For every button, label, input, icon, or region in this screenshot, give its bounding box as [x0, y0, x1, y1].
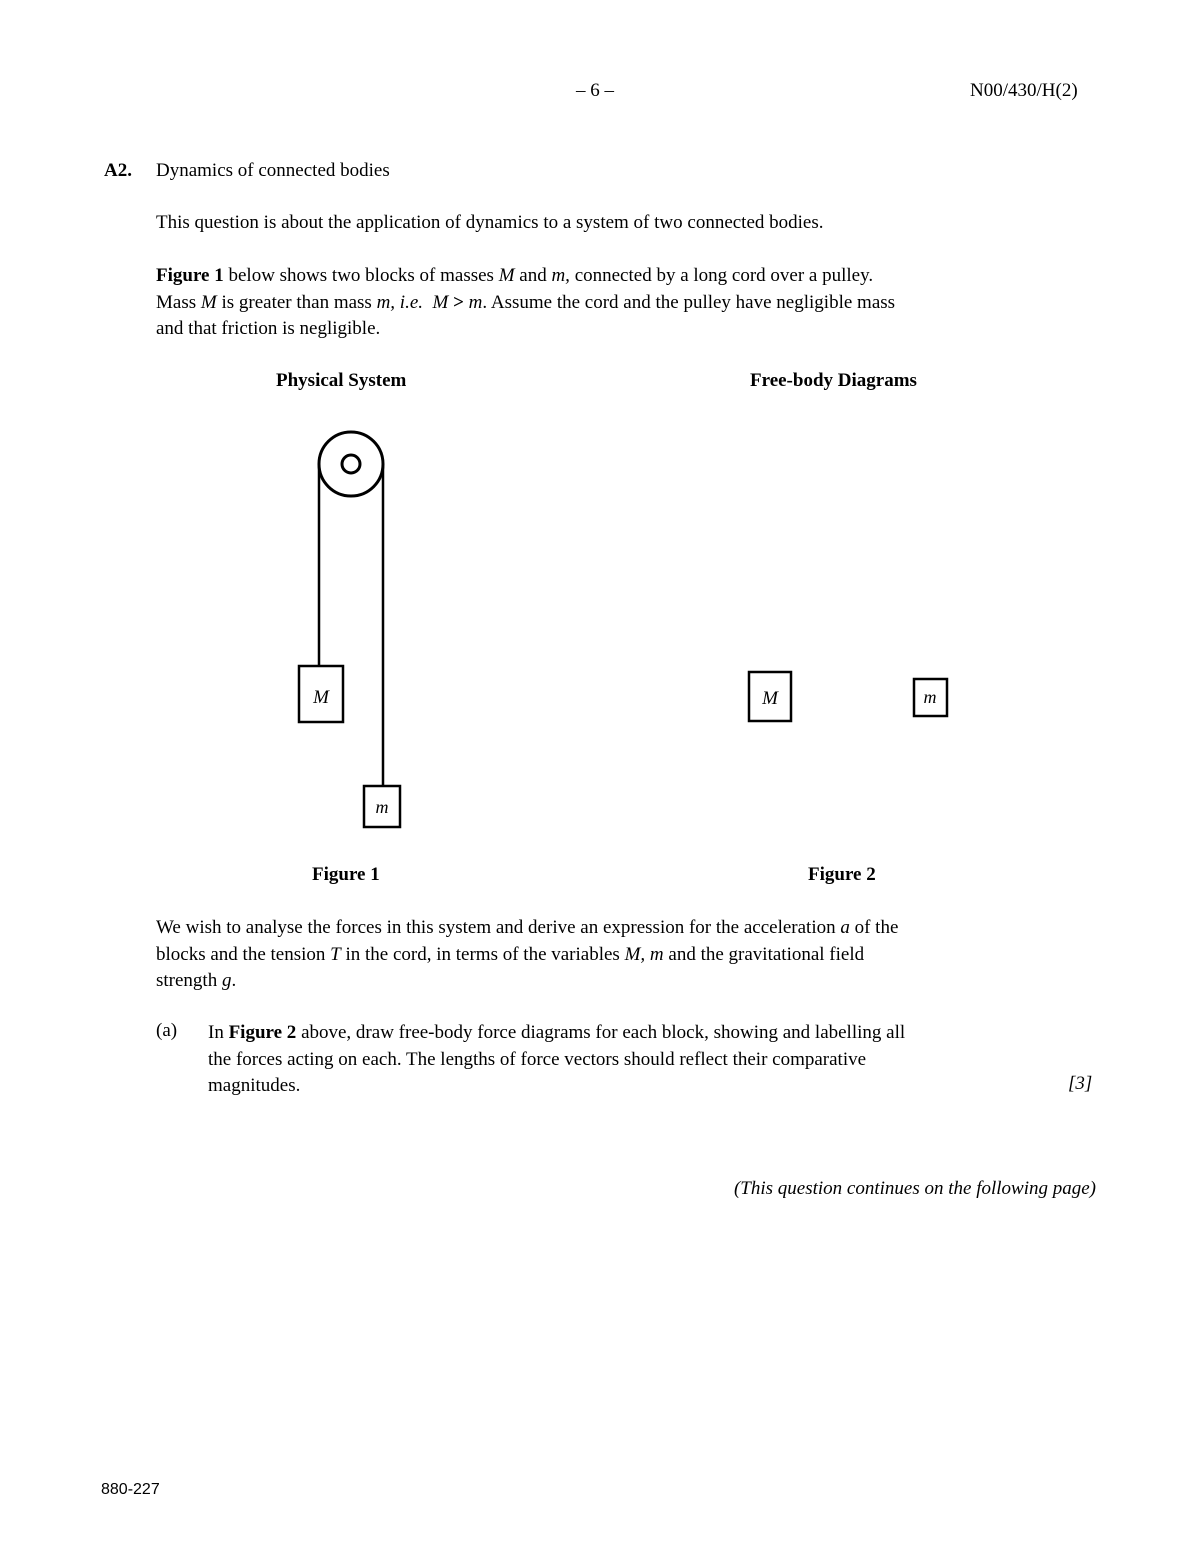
part-a-marks: [3]: [1068, 1073, 1093, 1094]
page-number: – 6 –: [576, 80, 614, 101]
part-a-text: In Figure 2 above, draw free-body force diagrams for each block, showing and labelling all the forces acting on each. The lengths of force vectors should reflect their comparative magnitudes.: [208, 1022, 906, 1096]
paper-code: N00/430/H(2): [970, 80, 1078, 101]
question-number: A2.: [104, 160, 132, 181]
figure-1-reference: Figure 1: [156, 265, 224, 286]
figure-2-caption: Figure 2: [808, 864, 876, 885]
question-title: Dynamics of connected bodies: [156, 160, 390, 181]
physical-system-heading: Physical System: [276, 370, 407, 391]
block-M-fig1-label: M: [313, 687, 329, 708]
figure-2-reference: Figure 2: [228, 1022, 297, 1043]
block-m-fig1-label: m: [375, 797, 389, 817]
block-m-fig2-label: m: [923, 687, 937, 707]
footer-code: 880-227: [101, 1481, 160, 1498]
question-paragraph-1: Figure 1 below shows two blocks of masses M and m, connected by a long cord over a pulley. Mass M is greater than mass m, i.e. M > m. Assume the cord and the pulley have negligible mass and that friction is negligible.: [156, 265, 896, 339]
continues-note: (This question continues on the following page): [733, 1178, 1096, 1199]
part-a-label: (a): [156, 1020, 178, 1041]
pulley-axle: [342, 455, 360, 473]
question-paragraph-2: We wish to analyse the forces in this system and derive an expression for the acceleration a of the blocks and the tension T in the cord, in terms of the variables M, m and the gravitational field strength g.: [156, 917, 899, 991]
figure-1-caption: Figure 1: [312, 864, 380, 885]
free-body-diagrams-heading: Free-body Diagrams: [750, 370, 917, 391]
pulley-wheel: [319, 432, 383, 496]
block-M-fig2-label: M: [762, 688, 778, 709]
question-intro: This question is about the application of dynamics to a system of two connected bodies.: [156, 212, 824, 233]
